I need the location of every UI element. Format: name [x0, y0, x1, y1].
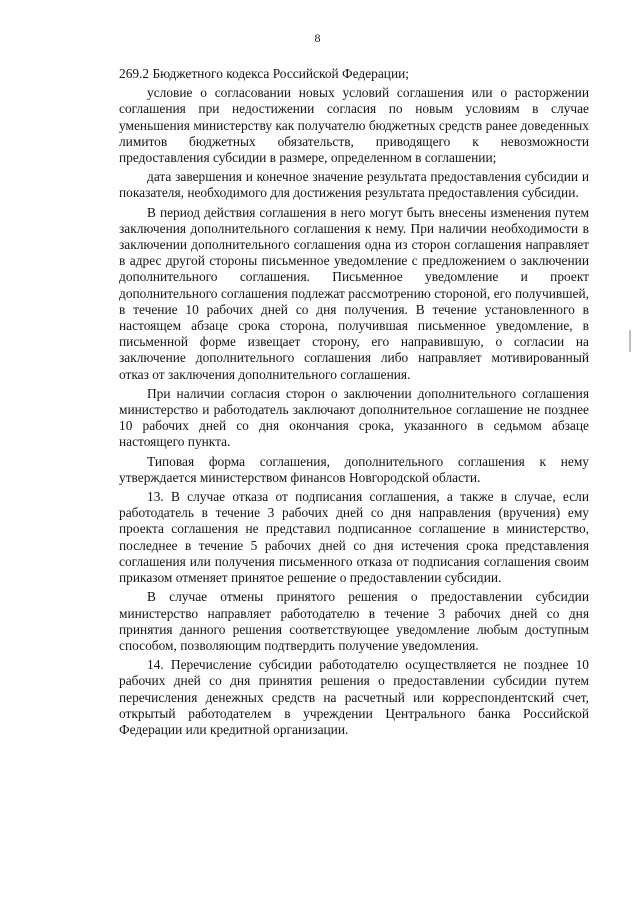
paragraph-agreement-amendments: В период действия соглашения в него могут быть внесены изменения путем заключения дополнительного соглашения к нему. При наличии необходимости в заключении дополнительного соглашения одна из сторон соглашения направляет в адрес другой стороны письменное уведомление с предложением о заключении дополнительного соглашения. Письменное уведомление и проект дополнительного соглашения подлежат рассмотрению стороной, его получившей, в течение 10 рабочих дней со дня получения. В течение установленного в настоящем абзаце срока сторона, получившая письменное уведомление, в письменной форме извещает сторону, его направившую, о согласии на заключение дополнительного соглашения либо направляет мотивированный отказ от заключения дополнительного соглашения.: [119, 204, 589, 382]
page-number: 8: [314, 31, 321, 45]
paragraph-standard-form: Типовая форма соглашения, дополнительного соглашения к нему утверждается министерством финансов Новгородской области.: [119, 453, 589, 485]
paragraph-cancellation-notice: В случае отмены принятого решения о предоставлении субсидии министерство направляет работодателю в течение 3 рабочих дней со дня принятия данного решения соответствующее уведомление любым доступным способом, позволяющим подтвердить получение уведомления.: [119, 589, 589, 653]
document-body: [119, 66, 589, 741]
paragraph-budget-code-reference: 269.2 Бюджетного кодекса Российской Федерации;: [119, 66, 409, 81]
paragraph-additional-agreement-conclusion: При наличии согласия сторон о заключении дополнительного соглашения министерство и работодатель заключают дополнительное соглашение не позднее 10 рабочих дней со дня окончания срока, указанного в седьмом абзаце настоящего пункта.: [119, 385, 589, 450]
paragraph-agreement-termination-condition: условие о согласовании новых условий соглашения или о расторжении соглашения при недостижении согласия по новым условиям в случае уменьшения министерству как получателю бюджетных средств ранее доведенных лимитов бюджетных обязательств, приводящего к невозможности предоставления субсидии в размере, определенном в соглашении;: [119, 85, 589, 166]
paragraph-item-13-refusal: 13. В случае отказа от подписания соглашения, а также в случае, если работодатель в течение 3 рабочих дней со дня направления (вручения) ему проекта соглашения не представил подписанное соглашение в министерство, последнее в течение 5 рабочих дней со дня истечения срока представления соглашения или получения письменного отказа от подписания соглашения своим приказом отменяет принятое решение о предоставлении субсидии.: [119, 489, 589, 586]
scan-edge-mark: [629, 330, 631, 352]
paragraph-completion-date: дата завершения и конечное значение результата предоставления субсидии и показателя, необходимого для достижения результата предоставления субсидии.: [119, 169, 589, 201]
paragraph-item-14-transfer: 14. Перечисление субсидии работодателю осуществляется не позднее 10 рабочих дней со дня принятия решения о предоставлении субсидии путем перечисления денежных средств на расчетный или корреспондентский счет, открытый работодателем в учреждении Центрального банка Российской Федерации или кредитной организации.: [119, 657, 589, 737]
